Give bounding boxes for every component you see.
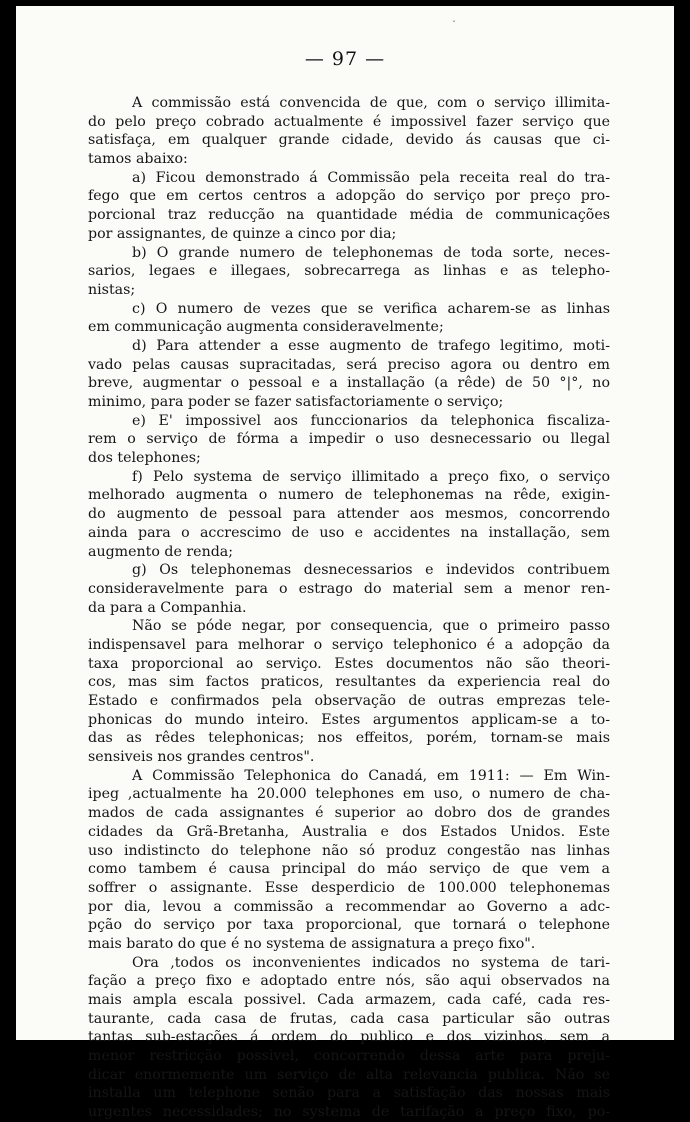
text-line: minimo, para poder se fazer satisfactoriamente o serviço; bbox=[88, 394, 504, 410]
text-line: e) E' impossivel aos funccionarios da telephonica fiscaliza- bbox=[132, 412, 610, 429]
text-line: satisfaça, em qualquer grande cidade, devido ás causas que ci- bbox=[88, 132, 610, 149]
text-line: nistas; bbox=[88, 281, 136, 298]
text-line: pção do serviço por taxa proporcional, que tornará o telephone bbox=[88, 917, 610, 934]
text-line: phonicas do mundo inteiro. Estes argumentos applicam-se a to- bbox=[88, 711, 610, 728]
text-line: Não se póde negar, por consequencia, que o primeiro passo bbox=[132, 618, 610, 635]
text-line: fego que em certos centros a adopção do serviço por preço pro- bbox=[88, 188, 610, 205]
text-line: consideravelmente para o estrago do material sem a menor ren- bbox=[88, 580, 610, 597]
page-number: — 97 — bbox=[304, 48, 386, 70]
text-line: urgentes necessidades; no systema de tarifação a preço fixo, po- bbox=[88, 1104, 610, 1121]
text-line: em communicação augmenta consideravelmente; bbox=[88, 319, 444, 336]
text-line: Estado e confirmados pela observação de outras emprezas tele- bbox=[88, 693, 610, 709]
text-line: sarios, legaes e illegaes, sobrecarrega as linhas e as telepho- bbox=[88, 263, 610, 280]
text-line: taurante, cada casa de frutas, cada casa particular são outras bbox=[88, 1010, 610, 1027]
text-line: por assignantes, de quinze a cinco por dia; bbox=[88, 225, 397, 242]
text-line: taxa proporcional ao serviço. Estes documentos não são theori- bbox=[88, 655, 610, 672]
text-line: porcional traz reducção na quantidade média de communicações bbox=[88, 207, 610, 224]
text-line: indispensavel para melhorar o serviço telephonico é a adopção da bbox=[88, 636, 610, 653]
text-line: Ora ,todos os inconvenientes indicados no systema de tari- bbox=[132, 954, 610, 971]
text-line: vado pelas causas supracitadas, será preciso agora ou dentro em bbox=[88, 356, 610, 373]
text-line: mais barato do que é no systema de assignatura a preço fixo". bbox=[88, 935, 536, 952]
text-line: dos telephones; bbox=[88, 450, 201, 467]
text-line: do pelo preço cobrado actualmente é impossivel fazer serviço que bbox=[88, 113, 610, 130]
text-line: mais ampla escala possivel. Cada armazem, cada café, cada res- bbox=[88, 992, 610, 1008]
text-line: breve, augmentar o pessoal e a installação (a rêde) de 50 °|°, no bbox=[88, 375, 610, 392]
text-line: ainda para o accrescimo de uso e accidentes na installação, sem bbox=[88, 524, 610, 541]
text-line: b) O grande numero de telephonemas de toda sorte, neces- bbox=[132, 244, 610, 261]
text-line: ipeg ,actualmente ha 20.000 telephones em uso, o numero de cha- bbox=[88, 786, 610, 803]
text-line: do augmento de pessoal para attender aos mesmos, concorrendo bbox=[88, 506, 610, 523]
text-line: da para a Companhia. bbox=[88, 599, 247, 616]
text-line: tantas sub-estações á ordem do publico e dos vizinhos, sem a bbox=[88, 1029, 610, 1046]
text-line: c) O numero de vezes que se verifica acharem-se as linhas bbox=[132, 300, 610, 317]
text-line: mados de cada assignantes é superior ao dobro dos de grandes bbox=[88, 805, 610, 822]
text-line: A Commissão Telephonica do Canadá, em 1911: — Em Win- bbox=[132, 767, 610, 784]
text-line: cidades da Grã-Bretanha, Australia e dos Estados Unidos. Este bbox=[88, 823, 610, 840]
text-line: installa um telephone senão para a satisfação das nossas mais bbox=[88, 1085, 610, 1102]
text-line: cos, mas sim factos praticos, resultantes da experiencia real do bbox=[88, 674, 610, 691]
text-line: sensiveis nos grandes centros". bbox=[88, 749, 315, 766]
text-line: melhorado augmenta o numero de telephonemas na rêde, exigin- bbox=[88, 487, 610, 504]
text-line: rem o serviço de fórma a impedir o uso desnecessario ou llegal bbox=[88, 431, 610, 448]
text-line: augmento de renda; bbox=[88, 543, 234, 560]
text-line: uso indistincto do telephone não só produz congestão nas linhas bbox=[88, 842, 610, 859]
document-page bbox=[16, 6, 674, 1121]
text-line: fação a preço fixo e adoptado entre nós, são aqui observados na bbox=[88, 973, 610, 990]
scan-speck: ˇ bbox=[452, 20, 456, 29]
text-line: por dia, levou a commissão a recommendar ao Governo a adc- bbox=[88, 898, 610, 915]
text-line: tamos abaixo: bbox=[88, 151, 188, 168]
text-line: a) Ficou demonstrado á Commissão pela receita real do tra- bbox=[132, 169, 610, 186]
text-line: f) Pelo systema de serviço illimitado a preço fixo, o serviço bbox=[132, 468, 610, 485]
body-text bbox=[88, 94, 610, 1122]
text-line: como tambem é causa principal do máo serviço de que vem a bbox=[88, 861, 610, 878]
text-line: A commissão está convencida de que, com o serviço illimita- bbox=[132, 95, 610, 111]
text-line: d) Para attender a esse augmento de trafego legitimo, moti- bbox=[132, 337, 610, 354]
text-line: menor restricção possivel, concorrendo dessa arte para preju- bbox=[88, 1048, 610, 1065]
text-line: soffrer o assignante. Esse desperdicio de 100.000 telephonemas bbox=[88, 879, 610, 896]
text-line: g) Os telephonemas desnecessarios e indevidos contribuem bbox=[132, 562, 610, 579]
text-line: das as rêdes telephonicas; nos effeitos, porém, tornam-se mais bbox=[88, 730, 610, 747]
text-line: dicar enormemente um serviço de alta relevancia publica. Não se bbox=[88, 1066, 610, 1083]
